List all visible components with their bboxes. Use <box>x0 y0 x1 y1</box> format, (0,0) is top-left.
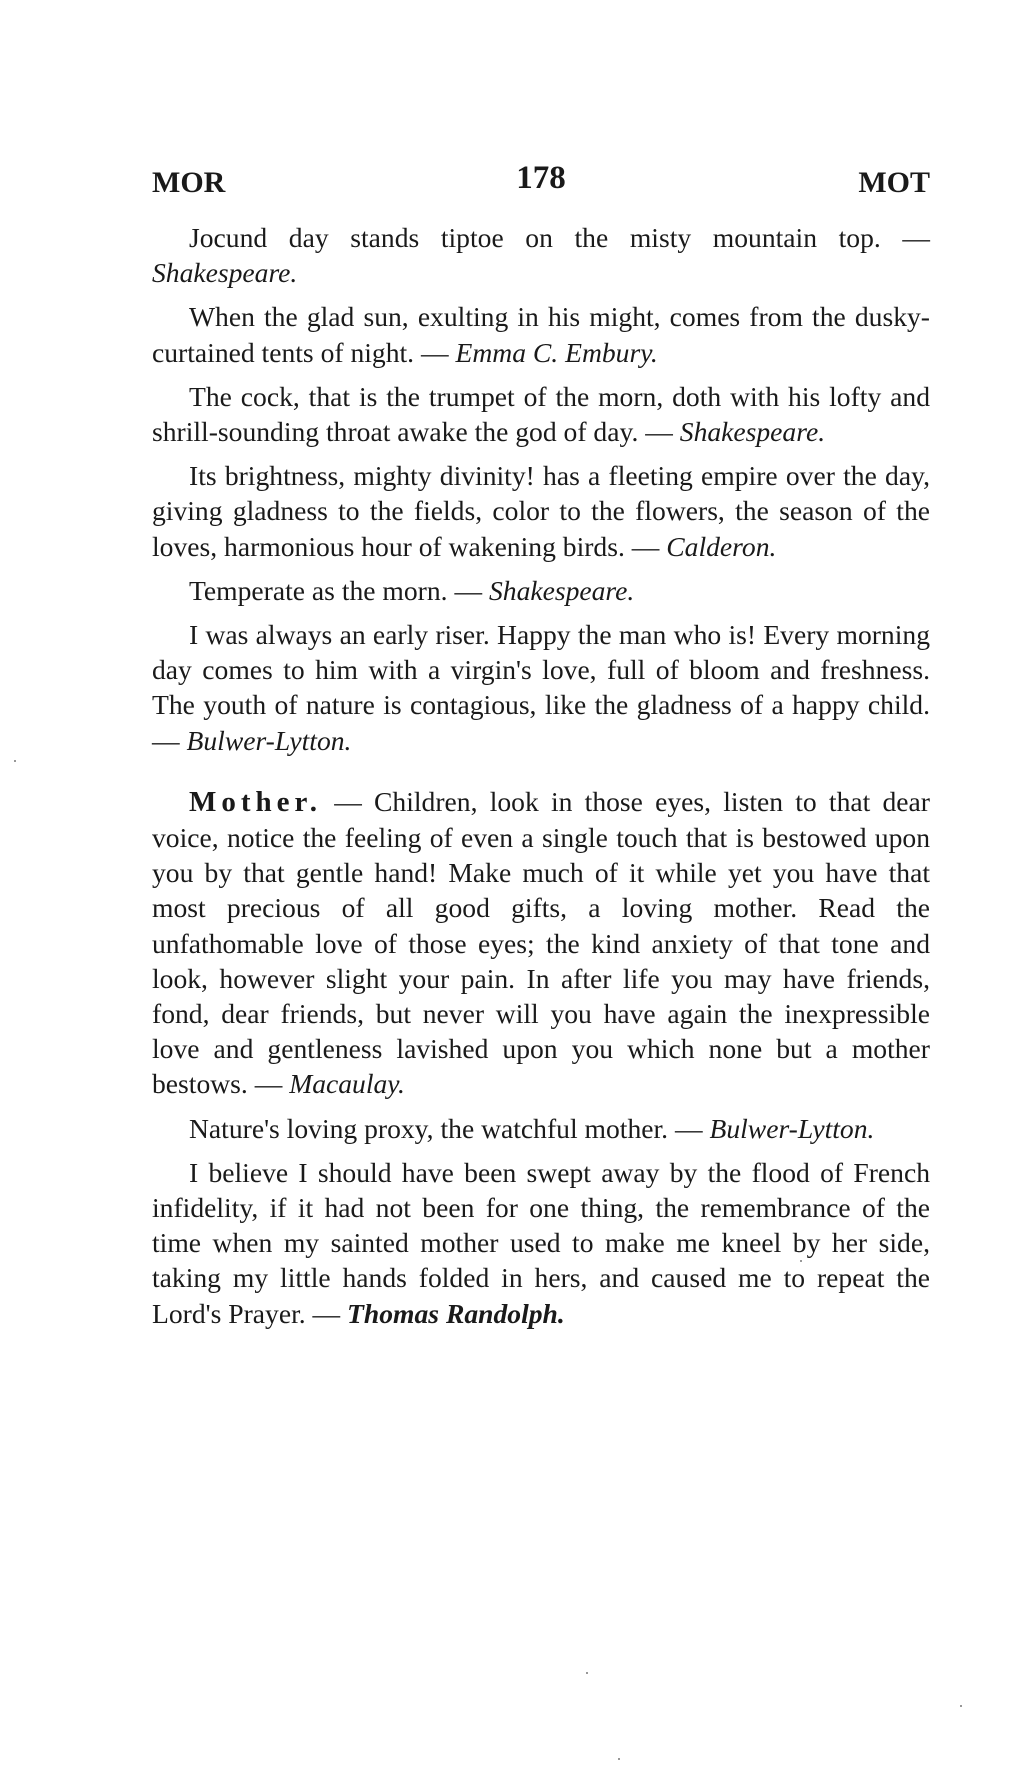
quotation-text: I was always an early riser. Happy the man who is! Every morning day comes to him with a virgin's love, full of bloom and freshness. The youth of nature is contagious, like the gladness of a happy child. — <box>152 619 930 756</box>
scan-speck <box>14 760 16 762</box>
quotation-author: Bulwer-Lytton. <box>709 1112 875 1144</box>
quotation-text: — Children, look in those eyes, listen to that dear voice, notice the feeling of even a single touch that is bestowed upon you by that gentle hand! Make much of it while yet you have that most precious of all good gifts, a loving mother. Read the unfathomable love of those eyes; the kind anxiety of that tone and look, however slight your pain. In after life you may have friends, fond, dear friends, but never will you have again the inexpressible love and gentleness lavished upon you which none but a mother bestows. — <box>152 785 930 1100</box>
page-number: 178 <box>516 160 566 196</box>
quotation-author: Shakespeare. <box>679 416 826 448</box>
quotation-entry <box>152 1111 930 1146</box>
quotation-entry <box>152 617 930 758</box>
quotation-entry <box>152 573 930 608</box>
topic-headword: Mother. <box>189 785 322 818</box>
quotation-author: Bulwer-Lytton. <box>186 724 352 756</box>
quotation-text: The cock, that is the trumpet of the morn, doth with his lofty and shrill-sounding throat awake the god of day. — <box>152 380 930 448</box>
quotation-text: I believe I should have been swept away by the flood of French infidelity, if it had not been for one thing, the remembrance of the time when my sainted mother used to make me kneel by her side, taking my little hands folded in hers, and caused me to repeat the Lord's Prayer. — <box>152 1156 930 1329</box>
topic-entry-mother <box>152 784 930 1102</box>
scan-speck <box>618 1758 620 1760</box>
scan-speck <box>586 1672 588 1674</box>
scan-speck <box>960 1705 962 1707</box>
quotation-entry <box>152 379 930 449</box>
quotation-list <box>152 220 930 1340</box>
quotation-entry <box>152 458 930 564</box>
quotation-entry <box>152 220 930 290</box>
quotation-text: When the glad sun, exulting in his might, comes from the dusky-curtained tents of night. — <box>152 301 930 368</box>
scan-speck <box>800 1260 802 1262</box>
quotation-text: Nature's loving proxy, the watchful mother. — <box>189 1112 703 1144</box>
quotation-author: Calderon. <box>666 530 777 562</box>
quotation-author: Shakespeare. <box>488 574 635 606</box>
quotation-entry <box>152 1155 930 1331</box>
quotation-author: Shakespeare. <box>152 257 298 289</box>
quotation-text: Temperate as the morn. — <box>189 574 483 606</box>
header-left-guide-word: MOR <box>152 166 226 199</box>
quotation-author: Emma C. Embury. <box>455 336 658 368</box>
running-header <box>152 160 930 200</box>
quotation-author: Macaulay. <box>289 1068 405 1100</box>
header-right-guide-word: MOT <box>858 166 930 199</box>
quotation-author: Thomas Randolph. <box>347 1297 565 1329</box>
quotation-entry <box>152 299 930 369</box>
quotation-text: Its brightness, mighty divinity! has a fleeting empire over the day, giving gladness to the fields, color to the flowers, the season of the loves, harmonious hour of wakening birds. — <box>152 460 930 562</box>
quotation-text: Jocund day stands tiptoe on the misty mountain top. — <box>189 222 930 253</box>
